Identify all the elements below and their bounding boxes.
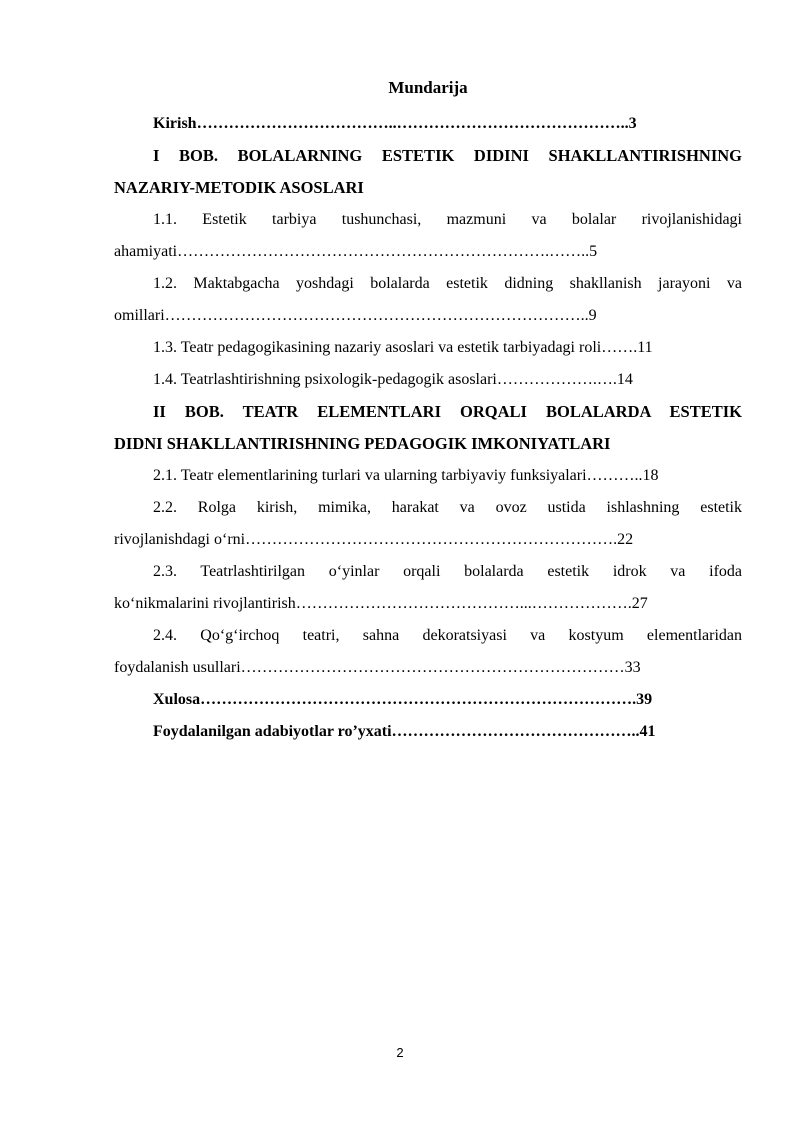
- toc-line: 2.2. Rolga kirish, mimika, harakat va ovoz ustida ishlashning estetik: [153, 499, 742, 516]
- document-page: [114, 77, 742, 748]
- toc-line: II BOB. TEATR ELEMENTLARI ORQALI BOLALARDA ESTETIK: [153, 402, 742, 421]
- toc-entry-2-2[interactable]: [114, 492, 742, 556]
- toc-line: ahamiyati…………………………………………………………….……..5: [114, 243, 598, 260]
- toc-line: 1.3. Teatr pedagogikasining nazariy asoslari va estetik tarbiyadagi roli…….11: [153, 339, 653, 356]
- toc-entry-kirish[interactable]: [114, 108, 742, 140]
- toc-line: foydalanish usullari………………………………………………………………33: [114, 659, 641, 676]
- toc-line: Foydalanilgan adabiyotlar ro’yxati………………………………………..41: [153, 723, 656, 740]
- toc-line: 2.1. Teatr elementlarining turlari va ularning tarbiyaviy funksiyalari………..18: [153, 467, 659, 484]
- toc-entry-1-1[interactable]: [114, 204, 742, 268]
- toc-line: 1.1. Estetik tarbiya tushunchasi, mazmuni va bolalar rivojlanishidagi: [153, 211, 742, 228]
- toc-line: 2.3. Teatrlashtirilgan o‘yinlar orqali bolalarda estetik idrok va ifoda: [153, 563, 742, 580]
- toc-entry-xulosa[interactable]: [114, 684, 742, 716]
- toc-entry-2-1[interactable]: [114, 460, 742, 492]
- page-number: 2: [396, 1045, 404, 1060]
- toc-entry-2-3[interactable]: [114, 556, 742, 620]
- toc-line: 1.2. Maktabgacha yoshdagi bolalarda estetik didning shakllanish jarayoni va: [153, 275, 742, 292]
- toc-chapter-1[interactable]: [114, 140, 742, 204]
- toc-entry-2-4[interactable]: [114, 620, 742, 684]
- toc-title: Mundarija: [388, 78, 468, 97]
- toc-line: 1.4. Teatrlashtirishning psixologik-pedagogik asoslari……………….….14: [153, 371, 633, 388]
- toc-entry-1-4[interactable]: [114, 364, 742, 396]
- toc-entry-1-2[interactable]: [114, 268, 742, 332]
- toc-line: 2.4. Qo‘g‘irchoq teatri, sahna dekoratsiyasi va kostyum elementlaridan: [153, 627, 742, 644]
- toc-entry-1-3[interactable]: [114, 332, 742, 364]
- toc-line: I BOB. BOLALARNING ESTETIK DIDINI SHAKLLANTIRISHNING: [153, 146, 742, 165]
- toc-chapter-2[interactable]: [114, 396, 742, 460]
- toc-line: Xulosa……………………………………………………………………….39: [153, 691, 653, 708]
- toc-line: Kirish………………………………..……………………………………..3: [153, 115, 637, 132]
- toc-line: NAZARIY-METODIK ASOSLARI: [114, 178, 364, 197]
- toc-line: ko‘nikmalarini rivojlantirish……………………………………...……………….27: [114, 595, 648, 612]
- toc-entry-adabiyotlar[interactable]: [114, 716, 742, 748]
- toc-line: omillari……………………………………………………………………..9: [114, 307, 597, 324]
- toc-line: DIDNI SHAKLLANTIRISHNING PEDAGOGIK IMKONIYATLARI: [114, 434, 611, 453]
- toc-line: rivojlanishdagi o‘rni…………………………………………………………….22: [114, 531, 634, 548]
